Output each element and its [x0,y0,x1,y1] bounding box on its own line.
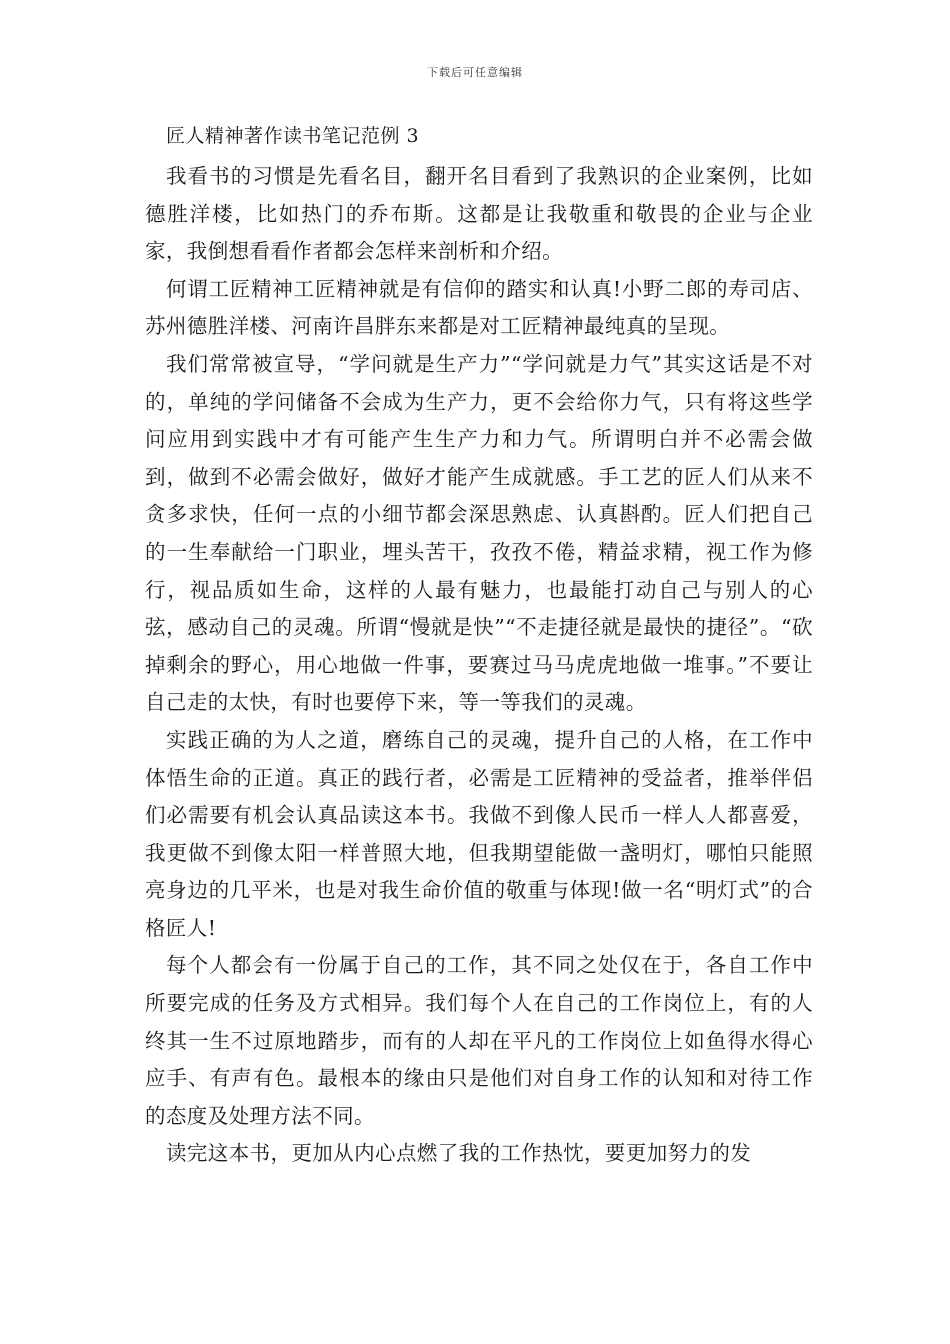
paragraph: 我看书的习惯是先看名目，翻开名目看到了我熟识的企业案例，比如德胜洋楼，比如热门的乔布斯。这都是让我敬重和敬畏的企业与企业家，我倒想看看作者都会怎样来剖析和介绍。 [145,164,813,264]
paragraph: 实践正确的为人之道，磨练自己的灵魂，提升自己的人格，在工作中体悟生命的正道。真正的践行者，必需是工匠精神的受益者，推举伴侣们必需要有机会认真品读这本书。我做不到像人民币一样人人都喜爱，我更做不到像太阳一样普照大地，但我期望能做一盏明灯，哪怕只能照亮身边的几平米，也是对我生命价值的敬重与体现!做一名“明灯式”的合格匠人! [145,727,813,940]
paragraph: 读完这本书，更加从内心点燃了我的工作热忱，要更加努力的发 [166,1141,752,1166]
header-note: 下载后可任意编辑 [427,66,523,79]
paragraph: 我们常常被宣导，“学问就是生产力”“学问就是力气”其实这话是不对的，单纯的学问储备不会成为生产力，更不会给你力气，只有将这些学问应用到实践中才有可能产生生产力和力气。所谓明白并不必需会做到，做到不必需会做好，做好才能产生成就感。手工艺的匠人们从来不贪多求快，任何一点的小细节都会深思熟虑、认真斟酌。匠人们把自己的一生奉献给一门职业，埋头苦干，孜孜不倦，精益求精，视工作为修行，视品质如生命，这样的人最有魅力，也最能打动自己与别人的心弦，感动自己的灵魂。所谓“慢就是快”“不走捷径就是最快的捷径”。“砍掉剩余的野心，用心地做一件事，要赛过马马虎虎地做一堆事。”不要让自己走的太快，有时也要停下来，等一等我们的灵魂。 [145,351,813,715]
document-body [145,158,813,1173]
paragraph: 何谓工匠精神工匠精神就是有信仰的踏实和认真!小野二郎的寿司店、苏州德胜洋楼、河南许昌胖东来都是对工匠精神最纯真的呈现。 [145,276,813,339]
paragraph: 每个人都会有一份属于自己的工作，其不同之处仅在于，各自工作中所要完成的任务及方式相异。我们每个人在自己的工作岗位上，有的人终其一生不过原地踏步，而有的人却在平凡的工作岗位上如鱼得水得心应手、有声有色。最根本的缘由只是他们对自身工作的认知和对待工作的态度及处理方法不同。 [145,953,813,1128]
document-title: 匠人精神著作读书笔记范例 3 [166,125,420,147]
